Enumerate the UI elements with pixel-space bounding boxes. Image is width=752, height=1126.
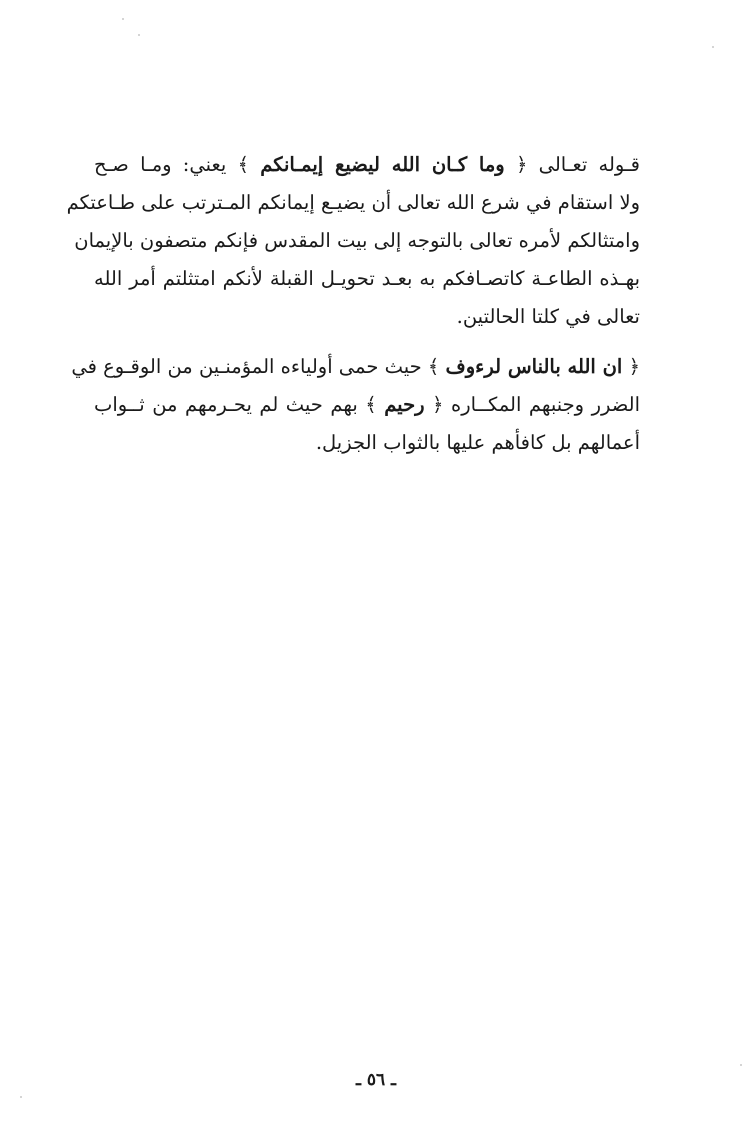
verse-open-bracket: ﴿ [432,393,444,416]
commentary-text: يعني: ومـا صـح [94,153,227,176]
paragraph-1-line-3: وامتثالكم لأمره تعالى بالتوجه إلى بيت المقدس فإنكم متصفون بالإيمان [74,229,640,252]
commentary-text: الضرر وجنبهم المكــاره [450,393,641,416]
verse-close-bracket: ﴾ [237,153,249,176]
commentary-paragraph-1 [66,146,640,336]
paragraph-1-line-1 [94,146,640,184]
commentary-paragraph-2 [71,348,641,462]
scan-speck [20,1096,22,1098]
scan-speck [138,34,140,36]
paragraph-2-line-3: أعمالهم بل كافأهم عليها بالثواب الجزيل. [315,431,640,454]
verse-open-bracket: ﴿ [628,355,640,378]
paragraph-2-line-1 [71,348,640,386]
commentary-intro: قـوله تعـالى [538,153,640,176]
verse-close-bracket: ﴾ [427,355,440,378]
quran-verse: وما كـان الله ليضيع إيمـانكم [260,153,505,176]
paragraph-1-line-4: بهـذه الطاعـة كاتصـافكم به بعـد تحويـل القبلة لأنكم امتثلتم أمر الله [94,267,640,290]
page-number: ـ ٥٦ ـ [355,1070,397,1090]
verse-close-bracket: ﴾ [365,393,377,416]
quran-verse: رحيم [384,393,425,416]
scan-speck [740,1064,742,1066]
paragraph-1-line-2: ولا استقام في شرع الله تعالى أن يضيـع إيمانكم المـترتب على طـاعتكم [66,191,640,214]
commentary-text: حيث حمى أولياءه المؤمنـين من الوقـوع في [71,355,422,378]
quran-verse: ان الله بالناس لرءوف [445,355,623,378]
scan-speck [122,18,124,20]
verse-open-bracket: ﴿ [515,153,528,176]
commentary-text: بهم حيث لم يحـرمهم من ثــواب [94,393,358,416]
paragraph-1-line-5: تعالى في كلتا الحالتين. [456,305,640,328]
paragraph-2-line-2 [94,386,640,424]
scan-speck [712,46,714,48]
